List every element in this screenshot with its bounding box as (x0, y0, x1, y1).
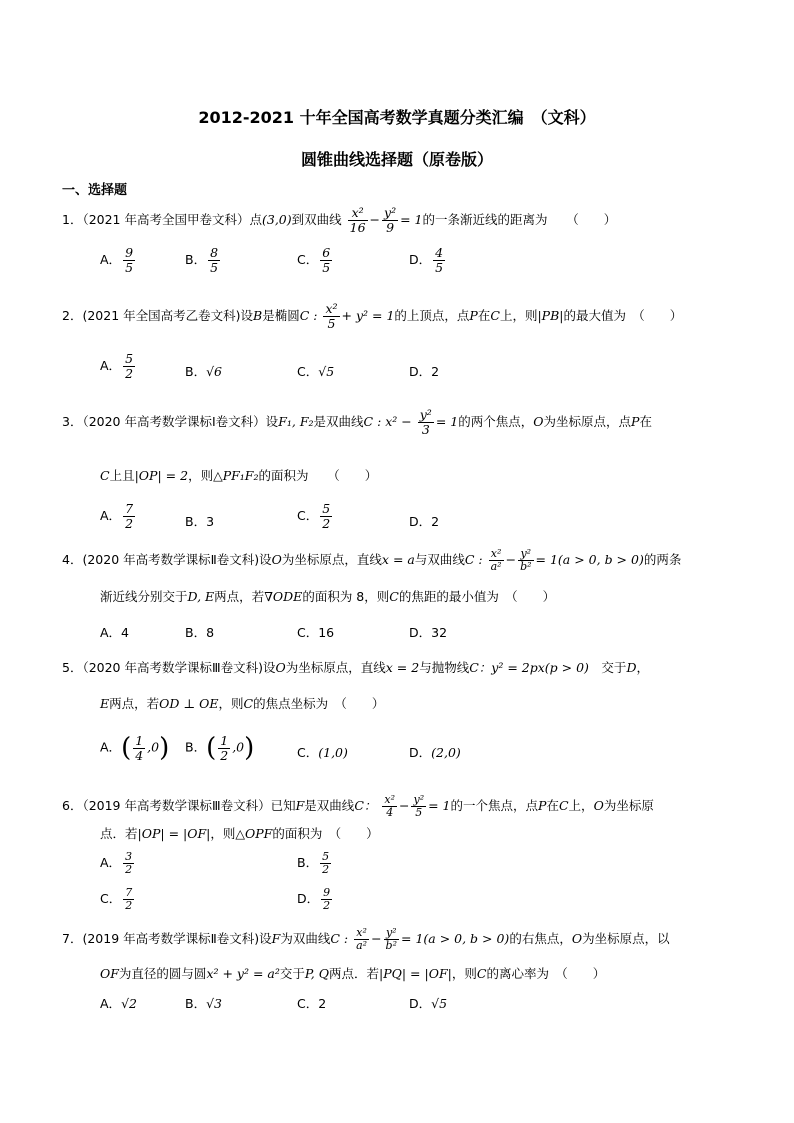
q2-option-a[interactable]: A． $\frac{5}{2}$ (100, 351, 134, 381)
q3-question: 的面积为 （ ） (258, 468, 378, 483)
q3-text-5: 上且 (109, 468, 135, 483)
q4-line: x = a (381, 552, 415, 568)
q6-var-p: P (538, 798, 547, 814)
q7-text-4: 为直径的圆与圆 (118, 966, 207, 981)
q1-option-a[interactable]: A． $\frac{9}{5}$ (100, 245, 134, 275)
question-5-line-2 (100, 696, 384, 711)
q6-condition: |OP| = |OF| (137, 826, 211, 841)
page-title: 2012-2021 十年全国高考数学真题分类汇编 （文科） (198, 108, 596, 127)
q7-minus: − (371, 931, 382, 947)
q5-option-c[interactable]: C．(1,0) (297, 745, 348, 760)
q5-comma: ， (636, 660, 649, 675)
q6-var-c2: C (558, 798, 569, 814)
q7-text-7: ，则 (451, 966, 477, 981)
q1-point: (3,0) (262, 211, 292, 227)
q2-option-c[interactable]: C．√5 (297, 364, 335, 379)
q2-pb: |PB| (537, 307, 564, 323)
question-6-line-2 (100, 826, 379, 841)
q2-var-c: C : (299, 307, 318, 323)
q3-option-b[interactable]: B．3 (185, 514, 215, 529)
q6-minus: − (399, 798, 410, 814)
q2-text-1: 是椭圆 (262, 307, 300, 323)
q4-source: 4．(2020 年高考数学课标Ⅱ卷文科)设 (62, 552, 272, 568)
q6-option-c[interactable]: C． $\frac{7}{2}$ (100, 886, 133, 913)
q3-text-3: 为坐标原点，点 (543, 413, 632, 429)
q4-fraction-x: $\frac{\text{x²}}{\text{a²}}$ (490, 547, 502, 574)
q2-var-c2: C (490, 307, 500, 323)
q3-option-a[interactable]: A． $\frac{7}{2}$ (100, 501, 134, 531)
q5-option-b[interactable]: B．( $\frac{1}{2}$ ,0) (185, 732, 255, 763)
q6-text-1: 是双曲线 (304, 798, 355, 814)
q4-var-c: C : (464, 552, 483, 568)
q3-source: 3．（2020 年高考数学课标Ⅰ卷文科）设 (62, 413, 279, 429)
q1-minus: − (369, 211, 381, 227)
q7-option-c[interactable]: C．2 (297, 996, 327, 1011)
q7-option-b[interactable]: B．√3 (185, 996, 222, 1011)
q5-perpendicular: OD ⊥ OE (159, 696, 219, 711)
q5-text-4: 两点，若 (109, 696, 160, 711)
q5-option-d[interactable]: D．(2,0) (409, 745, 461, 760)
q6-var-c: C： (354, 798, 377, 814)
q5-question: 的焦点坐标为 （ ） (253, 696, 385, 711)
section-heading: 一、选择题 (62, 183, 128, 198)
q7-points: P, Q (304, 966, 329, 981)
q4-text-6: 的面积为 8，则 (302, 589, 390, 604)
q3-curve: C : x² − (363, 413, 412, 429)
q4-fraction-y: $\frac{\text{y²}}{\text{b²}}$ (520, 547, 532, 574)
q3-text-4: 在 (639, 413, 652, 429)
q4-text-4: 渐近线分别交于 (100, 589, 188, 604)
q2-var-p: P (469, 307, 478, 323)
q1-text: 到双曲线 (291, 211, 342, 227)
q4-text-3: 的两条 (643, 552, 682, 568)
q4-option-a[interactable]: A．4 (100, 625, 130, 640)
q1-fraction-y: $\frac{\text{y²}}{9}$ (384, 205, 397, 235)
question-1 (62, 206, 616, 235)
q3-equals: = 1 (435, 413, 459, 429)
q3-var-o: O (533, 413, 544, 429)
q6-triangle: △OPF (235, 826, 273, 841)
q4-option-d[interactable]: D．32 (409, 625, 448, 640)
q2-source: 2．(2021 年全国高考乙卷文科)设 (62, 307, 253, 323)
q6-option-d[interactable]: D． $\frac{9}{2}$ (297, 886, 331, 913)
q6-text-3: 在 (546, 798, 559, 814)
question-7 (62, 927, 670, 952)
q2-text-3: 在 (477, 307, 491, 323)
q5-text-3: 交于 (588, 660, 627, 675)
q5-equation: y² = 2px(p > 0) (491, 660, 589, 675)
q4-option-b[interactable]: B．8 (185, 625, 215, 640)
q7-text-5: 交于 (279, 966, 305, 981)
q7-var-f: F (271, 931, 281, 947)
question-3 (62, 408, 652, 437)
q7-text-2: 的右焦点， (509, 931, 572, 947)
q6-text-7: ，则 (210, 826, 236, 841)
q6-source: 6．（2019 年高考数学课标Ⅲ卷文科）已知 (62, 798, 296, 814)
question-2 (62, 302, 682, 331)
q1-option-d[interactable]: D． $\frac{4}{5}$ (409, 245, 444, 275)
q3-option-d[interactable]: D．2 (409, 514, 440, 529)
q7-var-c2: C (476, 966, 487, 981)
q7-condition-2: |PQ| = |OF| (378, 966, 452, 981)
q4-option-c[interactable]: C．16 (297, 625, 335, 640)
q7-condition: = 1(a > 0, b > 0) (401, 931, 510, 947)
q7-circle: x² + y² = a² (206, 966, 280, 981)
q3-text-6: ，则 (188, 468, 214, 483)
q4-text-5: 两点，若 (214, 589, 265, 604)
q7-text-1: 为双曲线 (280, 931, 331, 947)
q2-option-d[interactable]: D．2 (409, 364, 440, 379)
q3-foci: F₁, F₂ (278, 413, 314, 429)
q5-text-5: ，则 (218, 696, 244, 711)
q4-text-2: 与双曲线 (414, 552, 465, 568)
q6-fraction-y: $\frac{\text{y²}}{5}$ (413, 793, 425, 820)
q1-source: 1．（2021 年高考全国甲卷文科）点 (62, 211, 262, 227)
q6-equals: = 1 (428, 798, 451, 814)
q5-text-2: 与抛物线 (419, 660, 470, 675)
q2-question: 的最大值为 （ ） (563, 307, 683, 323)
q4-triangle: ∇ODE (264, 589, 303, 604)
q3-fraction: $\frac{\text{y²}}{3}$ (419, 407, 432, 437)
question-4-line-2 (100, 589, 555, 604)
question-5 (62, 660, 649, 675)
page-subtitle: 圆锥曲线选择题（原卷版） (300, 150, 493, 169)
q5-text-1: 为坐标原点，直线 (285, 660, 386, 675)
q4-var-o: O (271, 552, 282, 568)
q4-minus: − (505, 552, 517, 568)
q1-question: 的一条渐近线的距离为 （ ） (422, 211, 617, 227)
q7-text-3: 为坐标原点，以 (582, 931, 670, 947)
q6-text-2: 的一个焦点，点 (450, 798, 539, 814)
q1-option-c[interactable]: C． $\frac{6}{5}$ (297, 245, 331, 275)
q6-option-b[interactable]: B． $\frac{5}{2}$ (297, 850, 330, 877)
q5-source: 5．（2020 年高考数学课标Ⅲ卷文科)设 (62, 660, 276, 675)
q7-var-o: O (571, 931, 583, 947)
q7-source: 7．(2019 年高考数学课标Ⅱ卷文科)设 (62, 931, 272, 947)
q6-var-o: O (593, 798, 604, 814)
q6-option-a[interactable]: A． $\frac{3}{2}$ (100, 850, 133, 877)
q2-equation: + y² = 1 (341, 307, 395, 323)
q6-fraction-x: $\frac{\text{x²}}{4}$ (384, 793, 395, 820)
q5-var-e: E (100, 696, 110, 711)
q3-text-1: 是双曲线 (313, 413, 364, 429)
q1-fraction-x: $\frac{\text{x²}}{16}$ (349, 205, 366, 235)
q7-option-a[interactable]: A．√2 (100, 996, 137, 1011)
q5-line: x = 2 (385, 660, 420, 675)
q6-text-5: 为坐标原 (603, 798, 654, 814)
q2-var-b: B (253, 307, 263, 323)
q3-option-c[interactable]: C． $\frac{5}{2}$ (297, 501, 331, 531)
q3-var-c: C (100, 468, 110, 483)
q6-text-6: 点．若 (100, 826, 138, 841)
question-3-line-2 (100, 468, 377, 483)
q5-var-c: C： (469, 660, 492, 675)
q5-var-c2: C (243, 696, 254, 711)
q7-fraction-x: $\frac{\text{x²}}{\text{a²}}$ (356, 926, 368, 953)
q6-question: 的面积为 （ ） (272, 826, 379, 841)
q7-option-d[interactable]: D．√5 (409, 996, 448, 1011)
q4-condition: = 1(a > 0, b > 0) (535, 552, 644, 568)
q1-equals: = 1 (400, 211, 423, 227)
q2-text-2: 的上顶点，点 (394, 307, 470, 323)
q6-var-f: F (295, 798, 305, 814)
q3-text-2: 的两个焦点， (458, 413, 534, 429)
q2-option-b[interactable]: B．√6 (185, 364, 222, 379)
q3-var-p: P (631, 413, 640, 429)
q5-var-o: O (275, 660, 286, 675)
question-7-line-2 (100, 966, 605, 981)
q4-var-c2: C (389, 589, 399, 604)
q7-of: OF (100, 966, 119, 981)
q4-question: 的焦距的最小值为 （ ） (398, 589, 556, 604)
q7-question: 的离心率为 （ ） (486, 966, 606, 981)
q7-fraction-y: $\frac{\text{y²}}{\text{b²}}$ (385, 926, 397, 953)
q2-fraction: $\frac{\text{x²}}{5}$ (325, 301, 338, 331)
q7-text-6: 两点．若 (328, 966, 379, 981)
q3-triangle: △PF₁F₂ (213, 468, 259, 483)
q2-text-4: 上，则 (499, 307, 538, 323)
q7-var-c: C : (330, 931, 349, 947)
q4-points: D, E (187, 589, 215, 604)
q1-option-b[interactable]: B． $\frac{8}{5}$ (185, 245, 219, 275)
q5-option-a[interactable]: A．( $\frac{1}{4}$ ,0) (100, 732, 170, 763)
question-4 (62, 548, 681, 573)
q4-text-1: 为坐标原点，直线 (281, 552, 382, 568)
q3-op: |OP| = 2 (134, 468, 189, 483)
question-6 (62, 794, 654, 819)
q6-text-4: 上， (568, 798, 594, 814)
q5-var-d: D (626, 660, 637, 675)
